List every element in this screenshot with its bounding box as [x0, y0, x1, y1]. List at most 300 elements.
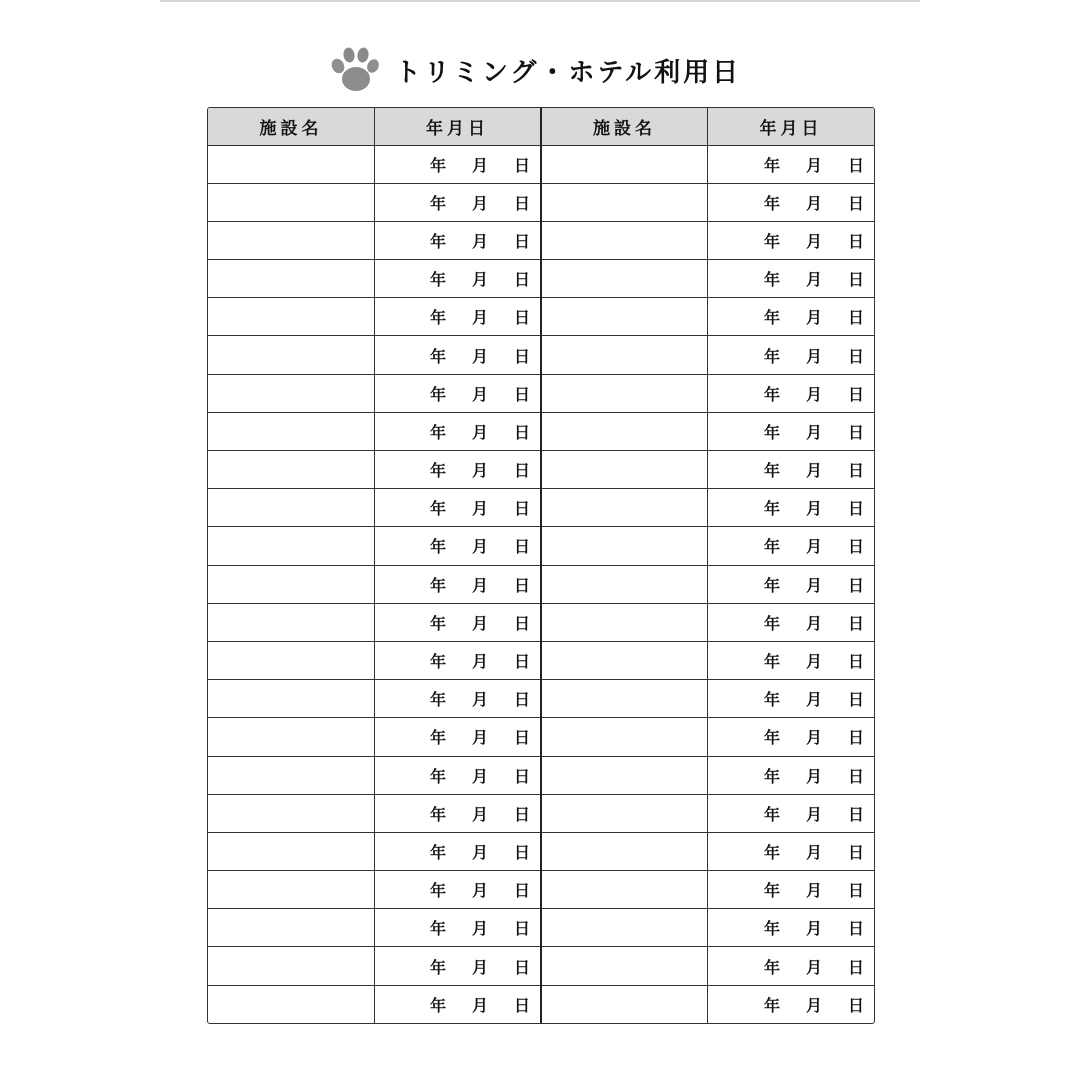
year-label: 年 — [429, 499, 446, 519]
page-title: トリミング・ホテル利用日 — [394, 57, 742, 88]
facility-name-cell-right[interactable] — [541, 794, 708, 832]
date-placeholder — [764, 871, 864, 908]
day-label: 日 — [847, 346, 864, 366]
facility-name-cell-right[interactable] — [541, 336, 708, 374]
facility-name-cell-right[interactable] — [541, 603, 708, 641]
month-label: 月 — [805, 422, 822, 442]
date-cell-right[interactable] — [708, 451, 875, 489]
table-row — [208, 871, 874, 909]
year-label: 年 — [429, 308, 446, 328]
day-label: 日 — [513, 575, 530, 595]
month-label: 月 — [805, 613, 822, 633]
year-label: 年 — [429, 384, 446, 404]
month-label: 月 — [471, 537, 488, 557]
month-label: 月 — [805, 881, 822, 901]
date-cell-right[interactable] — [708, 641, 875, 679]
day-label: 日 — [513, 308, 530, 328]
date-cell-right[interactable] — [708, 565, 875, 603]
facility-name-cell-left[interactable] — [208, 871, 375, 909]
day-label: 日 — [847, 995, 864, 1015]
date-cell-right[interactable] — [708, 374, 875, 412]
day-label: 日 — [513, 995, 530, 1015]
year-label: 年 — [763, 308, 780, 328]
facility-name-cell-left[interactable] — [208, 145, 375, 183]
date-placeholder — [764, 413, 864, 450]
date-cell-left[interactable] — [375, 947, 542, 985]
month-label: 月 — [471, 957, 488, 977]
year-label: 年 — [763, 919, 780, 939]
date-cell-left[interactable] — [375, 145, 542, 183]
facility-name-cell-right[interactable] — [541, 298, 708, 336]
title-row — [0, 42, 1080, 98]
date-placeholder — [430, 833, 530, 870]
date-placeholder — [764, 757, 864, 794]
date-placeholder — [430, 451, 530, 488]
month-label: 月 — [471, 690, 488, 710]
date-placeholder — [430, 642, 530, 679]
log-table — [208, 108, 874, 1023]
facility-name-cell-right[interactable] — [541, 412, 708, 450]
date-placeholder — [430, 527, 530, 564]
day-label: 日 — [847, 461, 864, 481]
month-label: 月 — [805, 842, 822, 862]
month-label: 月 — [471, 231, 488, 251]
facility-name-cell-left[interactable] — [208, 832, 375, 870]
date-placeholder — [764, 527, 864, 564]
month-label: 月 — [805, 766, 822, 786]
date-cell-left[interactable] — [375, 374, 542, 412]
date-placeholder — [764, 336, 864, 373]
date-placeholder — [764, 222, 864, 259]
date-cell-right[interactable] — [708, 336, 875, 374]
date-cell-right[interactable] — [708, 489, 875, 527]
year-label: 年 — [763, 804, 780, 824]
date-placeholder — [430, 375, 530, 412]
table-row — [208, 603, 874, 641]
table-row — [208, 183, 874, 221]
facility-name-cell-right[interactable] — [541, 985, 708, 1023]
day-label: 日 — [513, 690, 530, 710]
table-row — [208, 641, 874, 679]
month-label: 月 — [471, 193, 488, 213]
year-label: 年 — [429, 422, 446, 442]
month-label: 月 — [471, 346, 488, 366]
day-label: 日 — [513, 919, 530, 939]
date-cell-left[interactable] — [375, 298, 542, 336]
year-label: 年 — [763, 575, 780, 595]
month-label: 月 — [805, 155, 822, 175]
day-label: 日 — [513, 270, 530, 290]
year-label: 年 — [763, 652, 780, 672]
month-label: 月 — [471, 881, 488, 901]
date-placeholder — [430, 566, 530, 603]
year-label: 年 — [429, 919, 446, 939]
table-row — [208, 947, 874, 985]
year-label: 年 — [429, 766, 446, 786]
date-cell-left[interactable] — [375, 527, 542, 565]
date-cell-right[interactable] — [708, 527, 875, 565]
month-label: 月 — [471, 842, 488, 862]
day-label: 日 — [847, 231, 864, 251]
top-rule — [160, 0, 920, 2]
year-label: 年 — [429, 804, 446, 824]
month-label: 月 — [805, 270, 822, 290]
date-placeholder — [764, 375, 864, 412]
facility-name-cell-right[interactable] — [541, 374, 708, 412]
facility-name-cell-right[interactable] — [541, 489, 708, 527]
facility-name-cell-left[interactable] — [208, 794, 375, 832]
facility-name-cell-right[interactable] — [541, 832, 708, 870]
table-row — [208, 985, 874, 1023]
date-cell-right[interactable] — [708, 298, 875, 336]
paw-print-icon — [325, 44, 381, 96]
table-row — [208, 451, 874, 489]
date-cell-left[interactable] — [375, 985, 542, 1023]
date-cell-right[interactable] — [708, 871, 875, 909]
column-header-date-left: 年月日 — [375, 108, 542, 145]
year-label: 年 — [429, 957, 446, 977]
date-cell-right[interactable] — [708, 221, 875, 259]
day-label: 日 — [513, 155, 530, 175]
day-label: 日 — [847, 690, 864, 710]
usage-log-table — [207, 107, 875, 1024]
date-cell-left[interactable] — [375, 565, 542, 603]
year-label: 年 — [763, 346, 780, 366]
year-label: 年 — [429, 842, 446, 862]
date-placeholder — [430, 986, 530, 1024]
year-label: 年 — [429, 231, 446, 251]
year-label: 年 — [763, 957, 780, 977]
date-cell-left[interactable] — [375, 603, 542, 641]
date-placeholder — [430, 489, 530, 526]
day-label: 日 — [513, 499, 530, 519]
month-label: 月 — [471, 919, 488, 939]
table-row — [208, 565, 874, 603]
date-placeholder — [430, 680, 530, 717]
year-label: 年 — [429, 346, 446, 366]
month-label: 月 — [471, 461, 488, 481]
year-label: 年 — [429, 270, 446, 290]
day-label: 日 — [847, 575, 864, 595]
month-label: 月 — [471, 804, 488, 824]
month-label: 月 — [805, 728, 822, 748]
month-label: 月 — [805, 919, 822, 939]
table-row — [208, 298, 874, 336]
date-cell-right[interactable] — [708, 909, 875, 947]
day-label: 日 — [847, 422, 864, 442]
year-label: 年 — [763, 461, 780, 481]
year-label: 年 — [763, 690, 780, 710]
day-label: 日 — [513, 384, 530, 404]
month-label: 月 — [805, 537, 822, 557]
facility-name-cell-left[interactable] — [208, 298, 375, 336]
date-placeholder — [764, 986, 864, 1024]
date-placeholder — [430, 795, 530, 832]
facility-name-cell-right[interactable] — [541, 183, 708, 221]
facility-name-cell-right[interactable] — [541, 221, 708, 259]
month-label: 月 — [805, 346, 822, 366]
month-label: 月 — [471, 613, 488, 633]
facility-name-cell-right[interactable] — [541, 680, 708, 718]
date-cell-right[interactable] — [708, 183, 875, 221]
date-placeholder — [430, 184, 530, 221]
table-row — [208, 221, 874, 259]
facility-name-cell-left[interactable] — [208, 412, 375, 450]
month-label: 月 — [805, 193, 822, 213]
facility-name-cell-left[interactable] — [208, 489, 375, 527]
facility-name-cell-right[interactable] — [541, 756, 708, 794]
column-header-facility-left: 施設名 — [208, 108, 375, 145]
day-label: 日 — [513, 728, 530, 748]
date-placeholder — [764, 833, 864, 870]
date-cell-left[interactable] — [375, 183, 542, 221]
year-label: 年 — [429, 881, 446, 901]
month-label: 月 — [805, 499, 822, 519]
day-label: 日 — [847, 537, 864, 557]
facility-name-cell-right[interactable] — [541, 145, 708, 183]
facility-name-cell-right[interactable] — [541, 871, 708, 909]
table-row — [208, 527, 874, 565]
facility-name-cell-right[interactable] — [541, 527, 708, 565]
year-label: 年 — [429, 575, 446, 595]
day-label: 日 — [513, 537, 530, 557]
facility-name-cell-right[interactable] — [541, 565, 708, 603]
date-placeholder — [764, 947, 864, 984]
day-label: 日 — [847, 728, 864, 748]
month-label: 月 — [471, 499, 488, 519]
date-placeholder — [764, 451, 864, 488]
date-placeholder — [430, 757, 530, 794]
day-label: 日 — [847, 652, 864, 672]
facility-name-cell-left[interactable] — [208, 565, 375, 603]
year-label: 年 — [429, 652, 446, 672]
date-placeholder — [430, 909, 530, 946]
date-placeholder — [764, 680, 864, 717]
month-label: 月 — [805, 690, 822, 710]
date-cell-right[interactable] — [708, 145, 875, 183]
year-label: 年 — [763, 499, 780, 519]
date-cell-left[interactable] — [375, 641, 542, 679]
month-label: 月 — [471, 384, 488, 404]
date-cell-left[interactable] — [375, 832, 542, 870]
facility-name-cell-left[interactable] — [208, 451, 375, 489]
date-cell-left[interactable] — [375, 909, 542, 947]
day-label: 日 — [847, 919, 864, 939]
date-cell-right[interactable] — [708, 718, 875, 756]
facility-name-cell-left[interactable] — [208, 641, 375, 679]
date-cell-right[interactable] — [708, 985, 875, 1023]
day-label: 日 — [847, 957, 864, 977]
month-label: 月 — [471, 422, 488, 442]
day-label: 日 — [847, 155, 864, 175]
day-label: 日 — [513, 613, 530, 633]
column-header-facility-right: 施設名 — [541, 108, 708, 145]
table-row — [208, 718, 874, 756]
table-row — [208, 832, 874, 870]
date-cell-right[interactable] — [708, 412, 875, 450]
year-label: 年 — [763, 728, 780, 748]
year-label: 年 — [429, 728, 446, 748]
day-label: 日 — [847, 766, 864, 786]
date-placeholder — [764, 260, 864, 297]
facility-name-cell-right[interactable] — [541, 909, 708, 947]
table-row — [208, 680, 874, 718]
date-placeholder — [764, 489, 864, 526]
day-label: 日 — [847, 881, 864, 901]
year-label: 年 — [763, 995, 780, 1015]
date-cell-right[interactable] — [708, 260, 875, 298]
date-cell-left[interactable] — [375, 756, 542, 794]
day-label: 日 — [847, 308, 864, 328]
month-label: 月 — [471, 766, 488, 786]
facility-name-cell-right[interactable] — [541, 718, 708, 756]
table-row — [208, 756, 874, 794]
date-cell-left[interactable] — [375, 412, 542, 450]
date-placeholder — [430, 146, 530, 183]
date-placeholder — [430, 718, 530, 755]
facility-name-cell-left[interactable] — [208, 374, 375, 412]
month-label: 月 — [471, 155, 488, 175]
day-label: 日 — [513, 652, 530, 672]
table-row — [208, 794, 874, 832]
facility-name-cell-right[interactable] — [541, 451, 708, 489]
year-label: 年 — [429, 155, 446, 175]
year-label: 年 — [763, 384, 780, 404]
month-label: 月 — [471, 270, 488, 290]
table-row — [208, 909, 874, 947]
date-placeholder — [764, 566, 864, 603]
day-label: 日 — [513, 346, 530, 366]
table-row — [208, 336, 874, 374]
date-cell-right[interactable] — [708, 794, 875, 832]
day-label: 日 — [847, 613, 864, 633]
day-label: 日 — [847, 384, 864, 404]
month-label: 月 — [471, 652, 488, 672]
month-label: 月 — [805, 461, 822, 481]
facility-name-cell-left[interactable] — [208, 985, 375, 1023]
date-placeholder — [430, 260, 530, 297]
date-cell-left[interactable] — [375, 680, 542, 718]
month-label: 月 — [805, 231, 822, 251]
month-label: 月 — [805, 384, 822, 404]
day-label: 日 — [513, 461, 530, 481]
date-cell-left[interactable] — [375, 489, 542, 527]
month-label: 月 — [805, 957, 822, 977]
date-cell-left[interactable] — [375, 794, 542, 832]
facility-name-cell-left[interactable] — [208, 336, 375, 374]
date-placeholder — [764, 718, 864, 755]
date-cell-right[interactable] — [708, 947, 875, 985]
date-placeholder — [764, 909, 864, 946]
column-header-date-right: 年月日 — [708, 108, 875, 145]
table-row — [208, 412, 874, 450]
date-placeholder — [430, 871, 530, 908]
date-placeholder — [430, 298, 530, 335]
year-label: 年 — [429, 537, 446, 557]
facility-name-cell-left[interactable] — [208, 221, 375, 259]
facility-name-cell-left[interactable] — [208, 527, 375, 565]
facility-name-cell-left[interactable] — [208, 603, 375, 641]
month-label: 月 — [805, 652, 822, 672]
month-label: 月 — [805, 575, 822, 595]
year-label: 年 — [763, 155, 780, 175]
year-label: 年 — [763, 422, 780, 442]
year-label: 年 — [763, 231, 780, 251]
month-label: 月 — [805, 308, 822, 328]
date-placeholder — [764, 146, 864, 183]
date-cell-left[interactable] — [375, 718, 542, 756]
year-label: 年 — [763, 193, 780, 213]
day-label: 日 — [847, 842, 864, 862]
date-cell-right[interactable] — [708, 756, 875, 794]
date-cell-right[interactable] — [708, 680, 875, 718]
date-placeholder — [764, 795, 864, 832]
year-label: 年 — [429, 690, 446, 710]
facility-name-cell-left[interactable] — [208, 680, 375, 718]
table-row — [208, 145, 874, 183]
date-cell-left[interactable] — [375, 451, 542, 489]
day-label: 日 — [513, 804, 530, 824]
month-label: 月 — [471, 308, 488, 328]
date-placeholder — [764, 298, 864, 335]
facility-name-cell-right[interactable] — [541, 641, 708, 679]
year-label: 年 — [429, 613, 446, 633]
date-placeholder — [764, 184, 864, 221]
day-label: 日 — [847, 804, 864, 824]
date-cell-left[interactable] — [375, 871, 542, 909]
date-cell-right[interactable] — [708, 832, 875, 870]
year-label: 年 — [763, 613, 780, 633]
month-label: 月 — [471, 728, 488, 748]
facility-name-cell-left[interactable] — [208, 183, 375, 221]
facility-name-cell-left[interactable] — [208, 909, 375, 947]
facility-name-cell-right[interactable] — [541, 947, 708, 985]
date-placeholder — [430, 222, 530, 259]
day-label: 日 — [513, 957, 530, 977]
date-placeholder — [764, 604, 864, 641]
table-row — [208, 374, 874, 412]
day-label: 日 — [847, 193, 864, 213]
title-block — [325, 44, 741, 96]
day-label: 日 — [847, 499, 864, 519]
facility-name-cell-left[interactable] — [208, 756, 375, 794]
date-placeholder — [430, 947, 530, 984]
year-label: 年 — [429, 995, 446, 1015]
date-cell-left[interactable] — [375, 260, 542, 298]
facility-name-cell-left[interactable] — [208, 947, 375, 985]
month-label: 月 — [471, 575, 488, 595]
date-cell-left[interactable] — [375, 221, 542, 259]
year-label: 年 — [763, 766, 780, 786]
day-label: 日 — [513, 231, 530, 251]
day-label: 日 — [513, 193, 530, 213]
month-label: 月 — [471, 995, 488, 1015]
facility-name-cell-right[interactable] — [541, 260, 708, 298]
date-cell-left[interactable] — [375, 336, 542, 374]
date-placeholder — [430, 604, 530, 641]
date-placeholder — [430, 336, 530, 373]
table-row — [208, 260, 874, 298]
day-label: 日 — [513, 881, 530, 901]
date-placeholder — [430, 413, 530, 450]
day-label: 日 — [513, 766, 530, 786]
facility-name-cell-left[interactable] — [208, 718, 375, 756]
year-label: 年 — [763, 881, 780, 901]
date-placeholder — [764, 642, 864, 679]
month-label: 月 — [805, 995, 822, 1015]
date-cell-right[interactable] — [708, 603, 875, 641]
facility-name-cell-left[interactable] — [208, 260, 375, 298]
